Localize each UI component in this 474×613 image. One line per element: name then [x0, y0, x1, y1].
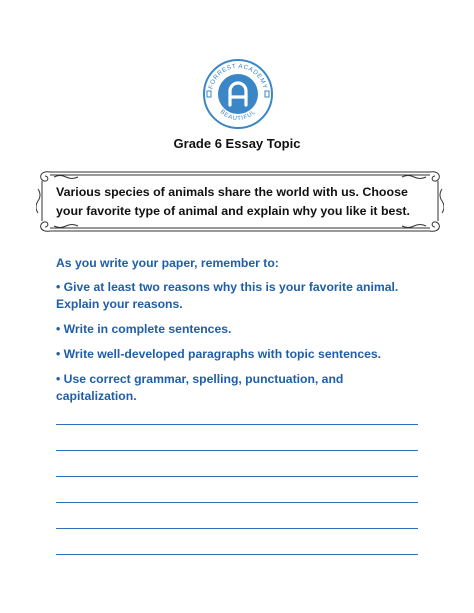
page-title: Grade 6 Essay Topic — [173, 136, 301, 151]
instructions-block — [56, 255, 426, 413]
logo-bottom-text: BEAUTIFUL — [218, 109, 258, 123]
writing-line[interactable] — [56, 528, 418, 529]
essay-topic-text: Various species of animals share the world with us. Choose your favorite type of animal and explain why you like it best. — [56, 185, 410, 218]
writing-line[interactable] — [56, 554, 418, 555]
instruction-item: • Write in complete sentences. — [56, 322, 232, 336]
instruction-item: • Use correct grammar, spelling, punctuation, and capitalization. — [56, 372, 344, 403]
instruction-item: • Give at least two reasons why this is your favorite animal. Explain your reasons. — [56, 280, 399, 311]
writing-line[interactable] — [56, 450, 418, 451]
school-logo — [202, 58, 274, 130]
instruction-item: • Write well-developed paragraphs with topic sentences. — [56, 347, 382, 361]
writing-lines — [56, 424, 418, 580]
writing-line[interactable] — [56, 424, 418, 425]
instructions-heading: As you write your paper, remember to: — [56, 256, 279, 270]
logo-top-text: FORREST ACADEMY — [207, 62, 269, 90]
writing-line[interactable] — [56, 476, 418, 477]
writing-line[interactable] — [56, 502, 418, 503]
